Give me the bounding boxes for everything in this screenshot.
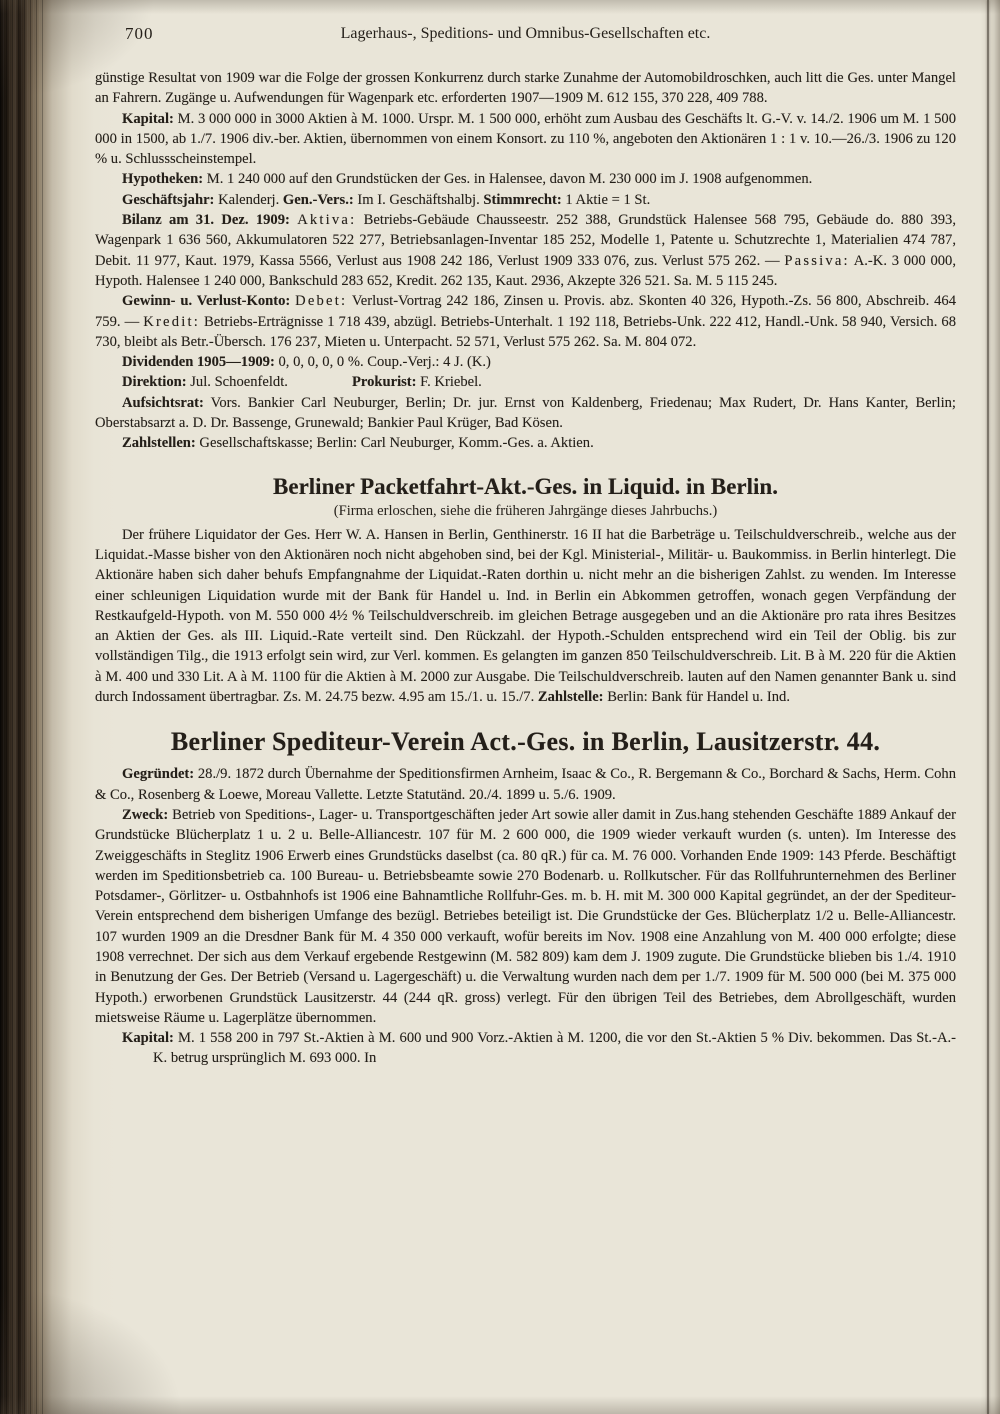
paragraph (95, 109, 956, 170)
bold-label: Direktion: (122, 374, 187, 391)
spaced-label: Debet: (295, 293, 348, 310)
bold-label: Zweck: (122, 806, 169, 823)
page-content (95, 22, 956, 1069)
company-entry (95, 474, 956, 708)
paragraph (95, 352, 956, 372)
text-run: Betrieb von Speditions-, Lager- u. Transportgeschäften jeder Art sowie aller damit in Zus.hang stehenden Geschäfte 1889 Ankauf der Grundstücke Blücherplatz 1 u. 2 u. Belle-Alliancestr. 107 für M. 2 600 000, die 1909 wieder verkauft wurden (s. unten). Im Interesse des Zweiggeschäfts in Steglitz 1906 Erwerb eines Grundstücks daselbst (ca. 80 qR.) für ca. M. 76 000. Vorhanden Ende 1909: 143 Pferde. Beschäftigt werden im Speditionsbetrieb ca. 100 Bureau- u. Betriebsbeamte sowie 270 Bodenarb. u. Rollkutscher. Für das Rollfuhrunternehmen des Berliner Potsdamer-, Görlitzer- u. Ostbahnhofs ist 1906 eine Bahnamtliche Rollfuhr-Ges. m. b. H. mit M. 300 000 Kapital gegründet, an der der Spediteur-Verein entsprechend dem bisherigen Umfange des bezügl. Betriebes beteiligt ist. Die Grundstücke der Ges. Blücherplatz 1/2 u. Belle-Alliancestr. 107 wurden 1909 an die Dresdner Bank für M. 4 350 000 verkauft, wofür bereits im Nov. 1908 eine Anzahlung von M. 400 000 erfolgte; diese 1908 verrechnet. Der sich aus dem Verkauf ergebende Restgewinn (M. 582 809) kam dem J. 1909 zugute. Die Grundstücke blieben bis 1./4. 1910 in Benutzung der Ges. Der Betrieb (Versand u. Lagergeschäft) u. die Verwaltung wurden nach dem per 1./7. 1909 für M. 500 000 (bei M. 375 000 Hypoth.) erworbenen Grundstück Lausitzerstr. 44 (244 qR. gross) verlegt. Für den übrigen Teil des Betriebes, dem Abrollgeschäft, wurden mietsweise Räume u. Lagerplätze übernommen. (95, 806, 956, 1026)
text-run: Gesellschaftskasse; Berlin: Carl Neuburger, Komm.-Ges. a. Aktien. (195, 435, 594, 452)
bold-label: Kapital: (122, 1030, 174, 1047)
spaced-label: Passiva: (784, 252, 850, 269)
bold-label: Hypotheken: (122, 171, 204, 188)
company-entry (95, 68, 956, 454)
text-run: Der frühere Liquidator der Ges. Herr W. A. Hansen in Berlin, Genthinerstr. 16 II hat die Barbeträge u. Teilschuldverschreib., welche aus der Liquidat.-Masse bisher von den Aktionären noch nicht abgehoben sind, bei der Kgl. Ministerial-, Militär- u. Baukommiss. in Berlin hinterlegt. Die Aktionäre haben sich daher behufs Empfangnahme der Liquidat.-Raten dorthin u. nicht mehr an die bisherigen Zahlst. zu wenden. Im Interesse einer schleunigen Liquidation wurde mit der Bank für Handel u. Ind. in Berlin ein Abkommen getroffen, wonach gegen Verpfändung der Restkaufgeld-Hypoth. von M. 550 000 4½ % Teilschuldverschreib. im gleichen Betrage ausgegeben und an die Aktionäre pro rata ihres Besitzes an Aktien der Ges. als III. Liquid.-Rate verteilt sind. Den Rückzahl. der Hypoth.-Schulden entsprechend wird ein Teil der Oblig. bis zur vollständigen Tilg., die 1913 erfolgt sein wird, zur Verl. kommen. Es gelangten im ganzen 850 Teilschuldverschreib. Lit. B à M. 220 für die Aktien à M. 400 und 330 Lit. A à M. 1100 für die Aktien à M. 2000 zur Ausgabe. Die Teilschuldverschreib. lauten auf den Namen genannter Bank u. sind durch Indossament übertragbar. Zs. M. 24.75 bezw. 4.95 am 15./1. u. 15./7. (95, 526, 956, 706)
paragraph (95, 68, 956, 109)
paragraph (95, 764, 956, 805)
book-binding-texture (0, 0, 44, 1414)
spaced-label: Kredit: (143, 313, 200, 330)
text-run: M. 3 000 000 in 3000 Aktien à M. 1000. Urspr. M. 1 500 000, erhöht zum Ausbau des Geschäfts lt. G.-V. v. 14./2. 1906 um M. 1 500 000 in 1500, ab 1./7. 1906 div.-ber. Aktien, übernommen von einem Konsort. zu 110 %, angeboten den Aktionären 1 : 1 v. 10.—26./3. 1906 zu 120 % u. Schlussscheinstempel. (95, 110, 956, 168)
bold-label: Kapital: (122, 110, 174, 127)
text-run: M. 1 558 200 in 797 St.-Aktien à M. 600 und 900 Vorz.-Aktien à M. 1200, die vor den St.-Aktien 5 % Div. bekommen. Das St.-A.-K. betrug ursprünglich M. 693 000. In (153, 1030, 956, 1067)
bold-label: Aufsichtsrat: (122, 394, 204, 411)
paragraph (95, 393, 956, 434)
text-run: Jul. Schoenfeldt. (186, 374, 288, 391)
paragraph (95, 291, 956, 352)
bold-label: Stimmrecht: (483, 191, 562, 208)
bold-label: Bilanz am 31. Dez. 1909: (122, 212, 290, 229)
entry-title: Berliner Spediteur-Verein Act.-Ges. in Berlin, Lausitzerstr. 44. (170, 727, 881, 757)
paragraph (95, 525, 956, 708)
bold-label: Gewinn- u. Verlust-Konto: (122, 293, 291, 310)
bold-label: Prokurist: (351, 374, 417, 391)
entries-container (95, 68, 956, 1069)
bold-label: Gen.-Vers.: (282, 191, 354, 208)
paragraph (95, 372, 956, 392)
paragraph (95, 1028, 956, 1069)
text-run: 1 Aktie = 1 St. (561, 191, 651, 208)
entry-subtitle: (Firma erloschen, siehe die früheren Jahrgänge dieses Jahrbuchs.) (333, 502, 718, 519)
bold-label: Dividenden 1905—1909: (122, 354, 275, 371)
bold-label: Zahlstelle: (537, 689, 604, 706)
text-run: Berlin: Bank für Handel u. Ind. (603, 689, 790, 706)
paragraph (95, 805, 956, 1028)
text-run: M. 1 240 000 auf den Grundstücken der Ges. in Halensee, davon M. 230 000 im J. 1908 aufgenommen. (203, 171, 813, 188)
text-run: A.-K. 3 000 000, Hypoth. Halensee 1 240 000, Bankschuld 283 652, Kredit. 262 135, Kaut. 2936, Akzepte 326 521. Sa. M. 5 115 245. (95, 252, 957, 289)
paragraph (95, 433, 956, 453)
text-run: F. Kriebel. (416, 374, 482, 391)
text-run: Betriebs-Erträgnisse 1 718 439, abzügl. Betriebs-Unterhalt. 1 192 118, Betriebs-Unk. 222 412, Handl.-Unk. 58 940, Versich. 68 730, bleibt als Betr.-Übersch. 176 237, Mieten u. Unterpacht. 52 571, Verlust 575 262. Sa. M. 804 072. (95, 313, 956, 350)
bold-label: Zahlstellen: (122, 435, 196, 452)
paragraph (95, 210, 956, 291)
company-entry (95, 727, 956, 1068)
text-run: Vors. Bankier Carl Neuburger, Berlin; Dr. jur. Ernst von Kaldenberg, Friedenau; Max Rudert, Dr. Hans Kanter, Berlin; Oberstabsarzt a. D. Dr. Bassenge, Grunewald; Bankier Paul Krüger, Bad Kösen. (95, 394, 956, 432)
paragraph (95, 190, 956, 210)
running-header (95, 22, 956, 52)
bold-label: Gegründet: (122, 766, 195, 783)
text-run: 0, 0, 0, 0, 0 %. Coup.-Verj.: 4 J. (K.) (274, 354, 491, 371)
entry-title: Berliner Packetfahrt-Akt.-Ges. in Liquid. in Berlin. (273, 473, 778, 499)
text-run: Verlust-Vortrag 242 186, Zinsen u. Provis. abz. Skonten 40 326, Hypoth.-Zs. 56 800, Abschreib. 464 759. — (95, 293, 956, 330)
text-run: günstige Resultat von 1909 war die Folge der grossen Konkurrenz durch starke Zunahme der Automobildroschken, auch litt die Ges. unter Mangel an Fahrern. Zugänge u. Aufwendungen für Wagenpark etc. erforderten 1907—1909 M. 612 155, 370 228, 409 788. (95, 70, 956, 107)
text-run: 28./9. 1872 durch Übernahme der Speditionsfirmen Arnheim, Isaac & Co., R. Bergemann & Co., Borchard & Sachs, Herm. Cohn & Co., Rosenberg & Loewe, Moreau Vallette. Letzte Statutänd. 20./4. 1899 u. 5./6. 1909. (95, 766, 956, 803)
bold-label: Geschäftsjahr: (122, 191, 215, 208)
paragraph (95, 169, 956, 189)
text-run: Kalenderj. (214, 191, 283, 208)
spaced-label: Aktiva: (297, 212, 357, 229)
text-run: Im I. Geschäftshalbj. (353, 191, 484, 208)
running-header-title: Lagerhaus-, Speditions- und Omnibus-Gesellschaften etc. (340, 25, 711, 42)
page-right-edge-line (987, 0, 989, 1414)
page-number: 700 (125, 24, 154, 43)
text-run: Betriebs-Gebäude Chausseestr. 252 388, Grundstück Halensee 568 795, Gebäude do. 880 393, Wagenpark 1 636 560, Akkumulatoren 522 277, Betriebsanlagen-Inventar 185 252, Modelle 1, Patente u. Schutzrechte 1, Materialien 474 787, Debit. 11 977, Kaut. 1979, Kassa 5566, Verlust aus 1908 242 186, Verlust 1909 333 076, zus. Verlust 575 262. — (95, 212, 956, 269)
